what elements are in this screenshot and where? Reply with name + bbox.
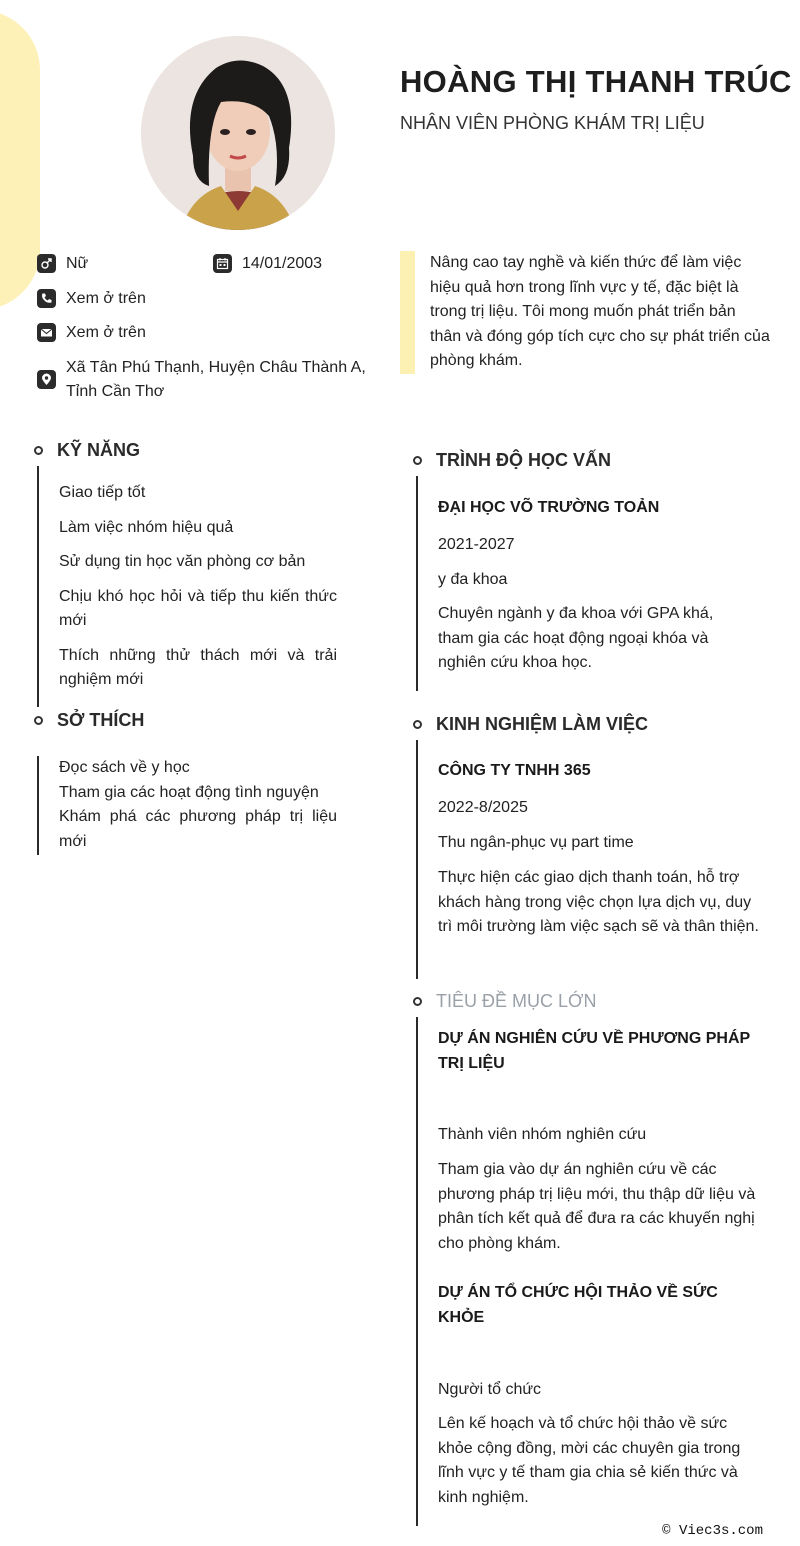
skills-list [59,481,337,693]
email-row [37,321,146,345]
education-period: 2021-2027 [438,536,515,553]
skills-heading: KỸ NĂNG [57,440,141,460]
skill-item: Chịu khó học hỏi và tiếp thu kiến thức mới [59,587,337,629]
hobbies-timeline-line [37,756,39,855]
objective-text: Nâng cao tay nghề và kiến thức để làm việc hiệu quả hơn trong lĩnh vực y tế, đặc biệt là trong trị liệu. Tôi mong muốn phát triển bản thân và đóng góp tích cực cho sự phát triển của phòng khám. [430,254,770,370]
calendar-icon [213,254,232,273]
objective-accent-bar [400,251,415,374]
address-row [37,356,366,404]
avatar [141,36,335,230]
decorative-arc [0,10,40,310]
project-description: Tham gia vào dự án nghiên cứu về các phương pháp trị liệu mới, thu thập dữ liệu và phân tích kết quả để đưa ra các khuyến nghị cho phòng khám. [438,1161,756,1252]
projects-heading: TIÊU ĐỀ MỤC LỚN [436,991,597,1011]
candidate-name: HOÀNG THỊ THANH TRÚC [400,64,792,99]
gender-value: Nữ [66,255,89,272]
education-timeline-line [416,476,418,691]
address-value [66,356,366,404]
skill-item: Làm việc nhóm hiệu quả [59,518,234,536]
experience-position: Thu ngân-phục vụ part time [438,834,634,851]
company-name: CÔNG TY TNHH 365 [438,762,591,779]
job-title: NHÂN VIÊN PHÒNG KHÁM TRỊ LIỆU [400,113,705,133]
hobby-item: Đọc sách về y học [59,759,190,776]
school-name: ĐẠI HỌC VÕ TRƯỜNG TOẢN [438,499,660,516]
phone-icon [37,289,56,308]
hobbies-list [59,756,337,854]
timeline-dot [413,456,422,465]
experience-description: Thực hiện các giao dịch thanh toán, hỗ trợ khách hàng trong việc chọn lựa dịch vụ, duy trì môi trường làm việc sạch sẽ và thân thiện. [438,869,759,936]
mail-icon [37,323,56,342]
timeline-dot [34,446,43,455]
phone-row [37,287,146,311]
skill-item: Sử dụng tin học văn phòng cơ bản [59,553,306,570]
project-title: DỰ ÁN TỔ CHỨC HỘI THẢO VỀ SỨC KHỎE [438,1284,718,1326]
experience-header [413,714,648,735]
timeline-dot [413,997,422,1006]
experience-period: 2022-8/2025 [438,799,528,816]
hobbies-heading: SỞ THÍCH [57,710,145,730]
location-pin-icon [37,370,56,389]
education-heading: TRÌNH ĐỘ HỌC VẤN [436,450,611,470]
hobby-item: Tham gia các hoạt động tình nguyện [59,783,319,801]
phone-value: Xem ở trên [66,290,146,307]
skills-header [34,440,140,461]
timeline-dot [413,720,422,729]
experience-timeline-line [416,740,418,979]
footer-copyright: © Viec3s.com [662,1523,763,1539]
birthdate-row [213,252,322,276]
address-line-1: Xã Tân Phú Thạnh, Huyện Châu Thành A, [66,359,366,376]
education-description: Chuyên ngành y đa khoa với GPA khá, tham gia các hoạt động ngoại khóa và nghiên cứu khoa học. [438,605,714,672]
projects-header [413,991,596,1012]
project-role: Thành viên nhóm nghiên cứu [438,1126,647,1143]
education-header [413,450,611,471]
skills-timeline-line [37,466,39,707]
experience-heading: KINH NGHIỆM LÀM VIỆC [436,714,649,734]
address-line-2: Tỉnh Cần Thơ [66,383,165,400]
email-value: Xem ở trên [66,324,146,341]
timeline-dot [34,716,43,725]
gender-icon [37,254,56,273]
hobby-item: Khám phá các phương pháp trị liệu mới [59,808,337,850]
skill-item: Giao tiếp tốt [59,484,146,501]
skill-item: Thích những thử thách mới và trải nghiệm mới [59,646,337,688]
gender-row [37,252,88,276]
projects-timeline-line [416,1017,418,1526]
education-major: y đa khoa [438,571,508,588]
project-role: Người tổ chức [438,1381,542,1398]
project-title: DỰ ÁN NGHIÊN CỨU VỀ PHƯƠNG PHÁP TRỊ LIỆU [438,1030,750,1072]
portrait-photo [141,36,335,230]
birthdate-value: 14/01/2003 [242,255,323,272]
hobbies-header [34,710,144,731]
project-description: Lên kế hoạch và tổ chức hội thảo về sức khỏe cộng đồng, mời các chuyên gia trong lĩnh vực y tế tham gia chia sẻ kiến thức và kinh nghiệm. [438,1415,741,1506]
